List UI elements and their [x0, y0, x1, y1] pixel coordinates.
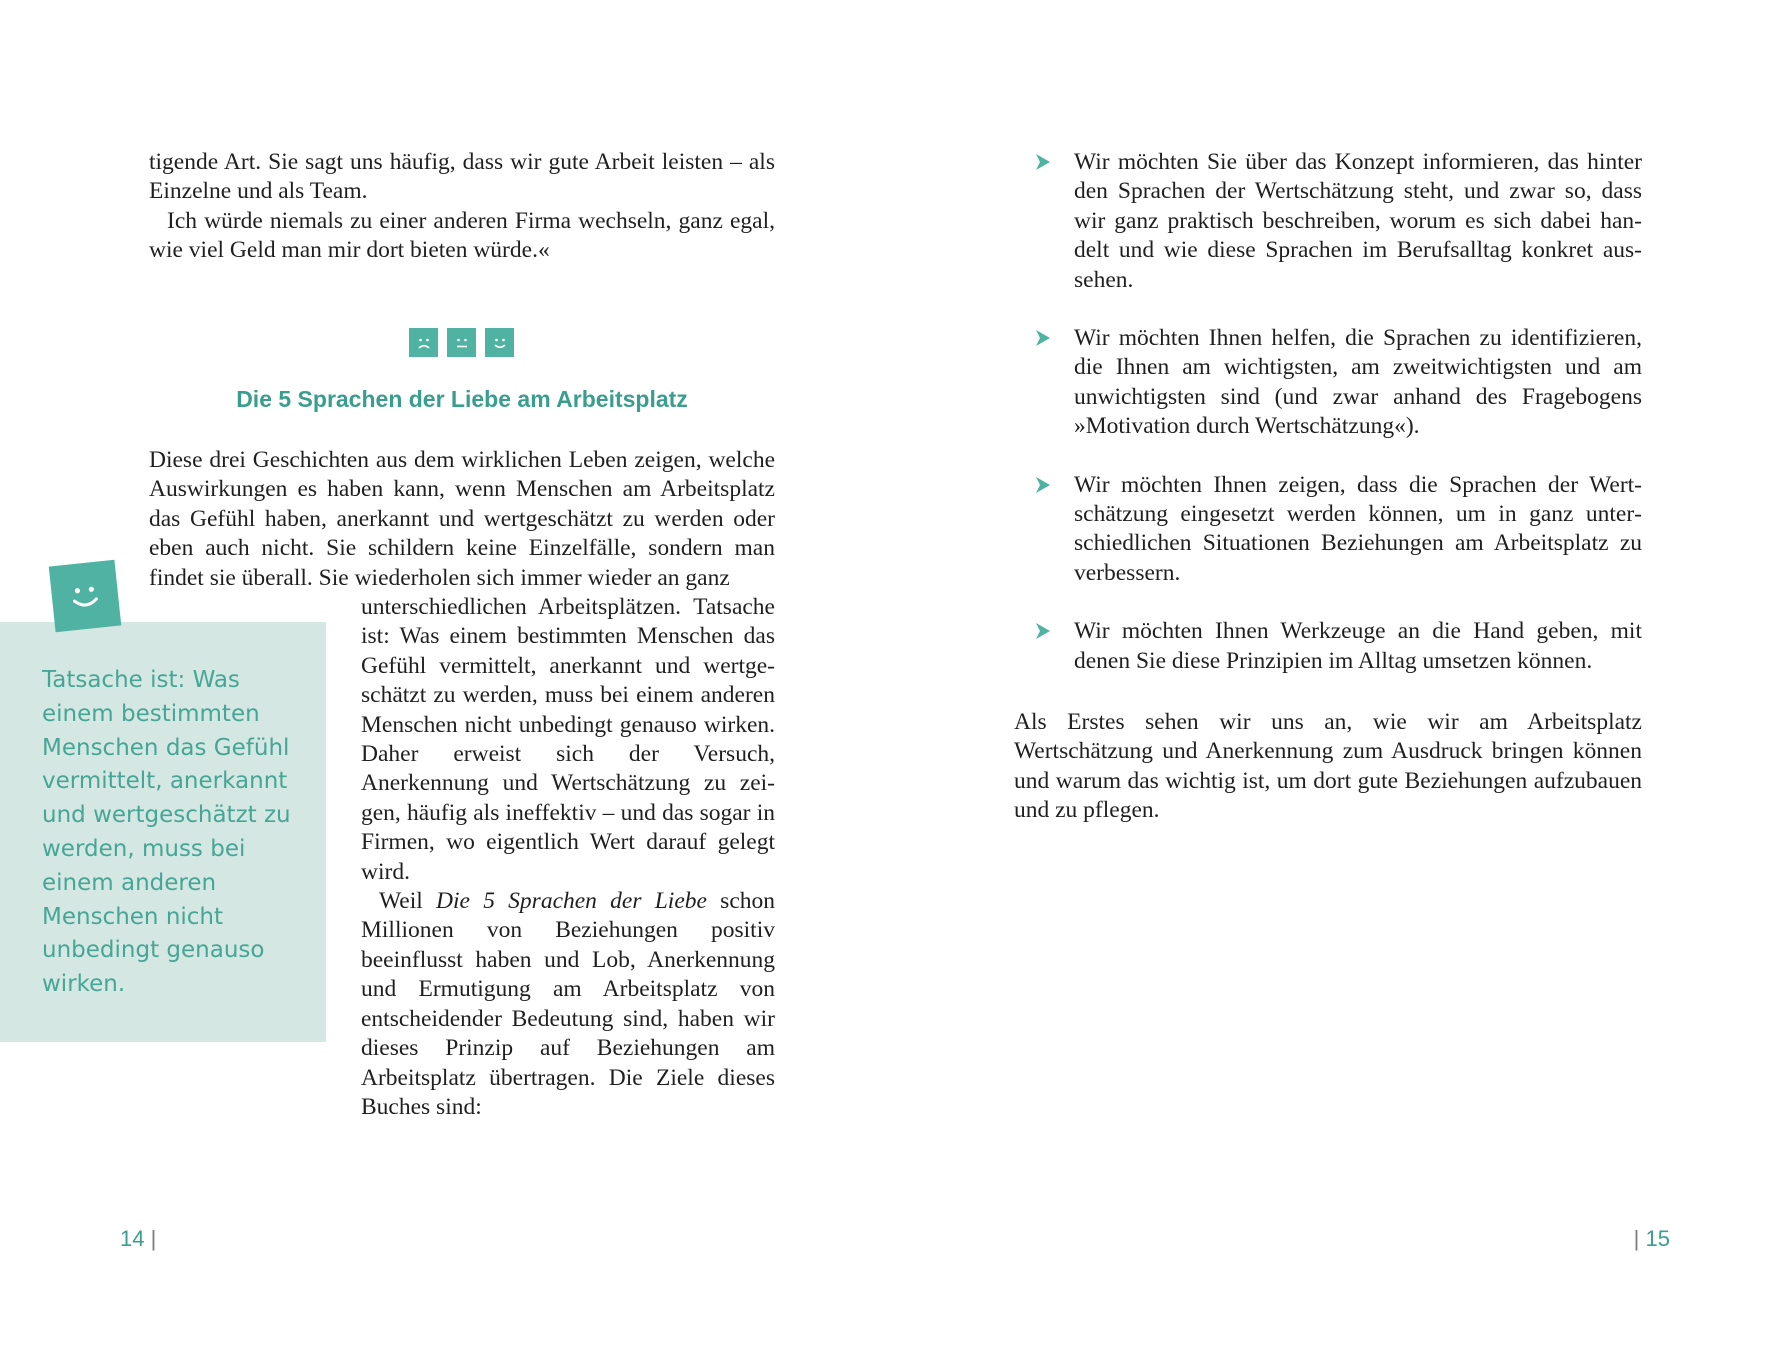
left-intro: [149, 148, 775, 266]
list-item: [1034, 617, 1642, 676]
closing-paragraph: Als Erstes sehen wir uns an, wie wir am Arbeitsplatz Wertschätzung und Anerkennung zum Ausdruck bringen können und warum das wichtig ist, um dort gute Beziehungen aufzubauen und zu pflegen.: [1014, 709, 1642, 824]
weil-rest: schon Millionen von Beziehungen positiv beeinflusst haben und Lob, Anerkennung und Ermutigung am Arbeitsplatz von entscheidender Bedeutung sind, haben wir dieses Prinzip auf Beziehungen am Arbeitsplatz übertragen. Die Ziele dieses Buches sind:: [361, 888, 775, 1120]
intro-quote-paragraph: Ich würde niemals zu einer anderen Firma wechseln, ganz egal, wie viel Geld man mir dort bieten würde.«: [149, 207, 775, 264]
body-paragraph-start: Diese drei Geschichten aus dem wirklichen Leben zeigen, welche Auswirkungen es haben kann, wenn Menschen am Arbeitsplatz das Gefühl haben, anerkannt und wertgeschätzt zu werden oder eben auch nicht. Sie schildern keine Einzelfälle, sondern man findet sie überall. Sie wiederholen sich immer wieder an ganz: [149, 447, 775, 591]
list-item: [1034, 324, 1642, 442]
book-title: Die 5 Sprachen der Liebe: [436, 888, 707, 915]
chevron-right-icon: [1034, 328, 1052, 348]
list-item-text: Wir möchten Ihnen helfen, die Sprachen zu identifizieren, die Ihnen am wichtigsten, am zweitwichtigsten und am unwichtigsten sind (und zwar anhand des Fragebogens »Motivation durch Wertschätzung«).: [1074, 325, 1642, 440]
list-item: [1034, 148, 1642, 295]
smiley-icon: [49, 560, 122, 633]
section-heading: Die 5 Sprachen der Liebe am Arbeitsplatz: [236, 386, 688, 412]
page-number-separator: |: [150, 1226, 157, 1251]
body-paragraph-weil: [361, 887, 775, 1122]
happy-face-icon: [485, 328, 514, 357]
weil-start: Weil: [379, 888, 437, 915]
chevron-right-icon: [1034, 475, 1052, 495]
pull-quote-text: Tatsache ist: Was einem bestimmten Menschen das Gefühl vermittelt, anerkannt und wertgeschätzt zu werden, muss bei einem anderen Menschen nicht unbedingt genauso wirken.: [42, 667, 291, 998]
body-wide-column: [149, 446, 775, 593]
page-number-left: [120, 1226, 156, 1252]
closing-paragraph-block: [1014, 708, 1642, 826]
page-number-right: [1634, 1226, 1670, 1252]
neutral-face-icon: [447, 328, 476, 357]
list-item-text: Wir möchten Ihnen Werkzeuge an die Hand geben, mit denen Sie diese Prinzipien im Alltag umsetzen können.: [1074, 618, 1642, 674]
sad-face-icon: [409, 328, 438, 357]
goals-list: [1034, 148, 1642, 705]
list-item-text: Wir möchten Sie über das Konzept informieren, das hinter den Sprachen der Wertschätzung steht, und zwar so, dass wir ganz praktisch beschreiben, worum es sich dabei handelt und wie diese Sprachen im Berufsalltag konkret aussehen.: [1074, 149, 1642, 293]
page-number-value: 15: [1645, 1226, 1670, 1251]
list-item-text: Wir möchten Ihnen zeigen, dass die Sprachen der Wertschätzung eingesetzt werden können, um in ganz unterschiedlichen Situationen Beziehungen am Arbeitsplatz zu verbessern.: [1074, 471, 1642, 586]
emoji-divider: [409, 328, 514, 357]
page-number-separator: |: [1633, 1226, 1640, 1251]
body-narrow-column: [361, 593, 775, 1122]
chevron-right-icon: [1034, 621, 1052, 641]
body-paragraph-continued: unterschiedlichen Arbeitsplätzen. Tatsache ist: Was einem bestimmten Menschen das Gefühl vermittelt, anerkannt und wertgeschätzt zu werden, muss bei einem anderen Menschen nicht unbedingt genauso wirken. Daher erweist sich der Versuch, Anerkennung und Wertschätzung zu zeigen, häufig als ineffektiv – und das sogar in Firmen, wo eigentlich Wert darauf gelegt wird.: [361, 594, 775, 885]
page-number-value: 14: [120, 1226, 145, 1251]
chevron-right-icon: [1034, 152, 1052, 172]
intro-paragraph: tigende Art. Sie sagt uns häufig, dass wir gute Arbeit leisten – als Einzelne und als Team.: [149, 149, 775, 205]
list-item: [1034, 471, 1642, 589]
